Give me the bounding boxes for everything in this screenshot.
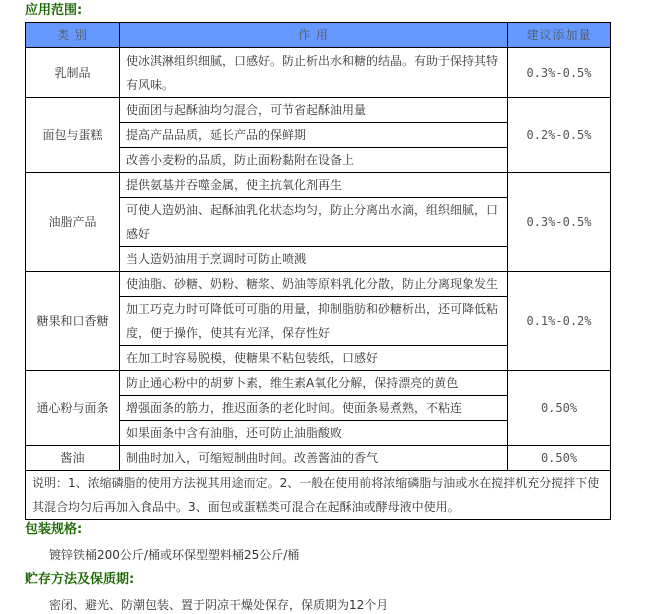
category-cell: 乳制品 [26,48,120,98]
effect-cell: 防止通心粉中的胡萝卜素，维生素A氧化分解，保持漂亮的黄色 [120,371,508,396]
table-row [26,48,611,98]
storage-section-title: 贮存方法及保质期: [25,572,135,587]
effect-cell: 可使人造奶油、起酥油乳化状态均匀，防止分离出水滴，组织细腻，口感好 [120,198,508,247]
effect-cell: 使冰淇淋组织细腻，口感好。防止析出水和糖的结晶。有助于保持其特有风味。 [120,48,508,98]
effect-cell: 提供氨基并吞噬金属，使主抗氧化剂再生 [120,173,508,198]
packaging-section-title: 包装规格: [25,522,83,537]
header-dosage: 建议添加量 [508,23,611,48]
category-cell: 油脂产品 [26,173,120,272]
dosage-cell: 0.3%-0.5% [508,173,611,272]
effect-cell: 改善小麦粉的品质，防止面粉黏附在设备上 [120,148,508,173]
dosage-cell: 0.2%-0.5% [508,98,611,173]
table-header-row [26,23,611,48]
usage-note: 说明：1、浓缩磷脂的使用方法视其用途而定。2、一般在使用前将浓缩磷脂与油或水在搅拌机充分搅拌下使其混合均匀后再加入食品中。3、面包或蛋糕类可混合在起酥油或酵母液中使用。 [26,471,611,520]
packaging-text: 镀锌铁桶200公斤/桶或环保型塑料桶25公斤/桶 [49,548,300,562]
application-table [25,22,611,520]
effect-cell: 加工巧克力时可降低可可脂的用量，抑制脂肪和砂糖析出，还可降低粘度，便于操作，使其有光泽，保存性好 [120,297,508,346]
category-cell: 酱油 [26,446,120,471]
effect-cell: 使面团与起酥油均匀混合，可节省起酥油用量 [120,98,508,123]
dosage-cell: 0.3%-0.5% [508,48,611,98]
effect-cell: 当人造奶油用于烹调时可防止喷溅 [120,247,508,272]
effect-cell: 使油脂、砂糖、奶粉、糖浆、奶油等原料乳化分散，防止分离现象发生 [120,272,508,297]
effect-cell: 提高产品品质，延长产品的保鲜期 [120,123,508,148]
application-section-title: 应用范围: [25,3,83,18]
table-row [26,173,611,198]
storage-text: 密闭、避光、防潮包装、置于阴凉干燥处保存，保质期为12个月 [49,598,389,612]
category-cell: 糖果和口香糖 [26,272,120,371]
effect-cell: 制曲时加入，可缩短制曲时间。改善酱油的香气 [120,446,508,471]
effect-cell: 增强面条的筋力，推迟面条的老化时间。使面条易煮熟，不粘连 [120,396,508,421]
table-row [26,98,611,123]
category-cell: 面包与蛋糕 [26,98,120,173]
dosage-cell: 0.1%-0.2% [508,272,611,371]
table-row [26,371,611,396]
header-effect: 作 用 [120,23,508,48]
category-cell: 通心粉与面条 [26,371,120,446]
dosage-cell: 0.50% [508,371,611,446]
table-row [26,272,611,297]
dosage-cell: 0.50% [508,446,611,471]
table-note-row [26,471,611,520]
header-category: 类 别 [26,23,120,48]
effect-cell: 在加工时容易脱模，使糖果不粘包装纸，口感好 [120,346,508,371]
table-row [26,446,611,471]
effect-cell: 如果面条中含有油脂，还可防止油脂酸败 [120,421,508,446]
